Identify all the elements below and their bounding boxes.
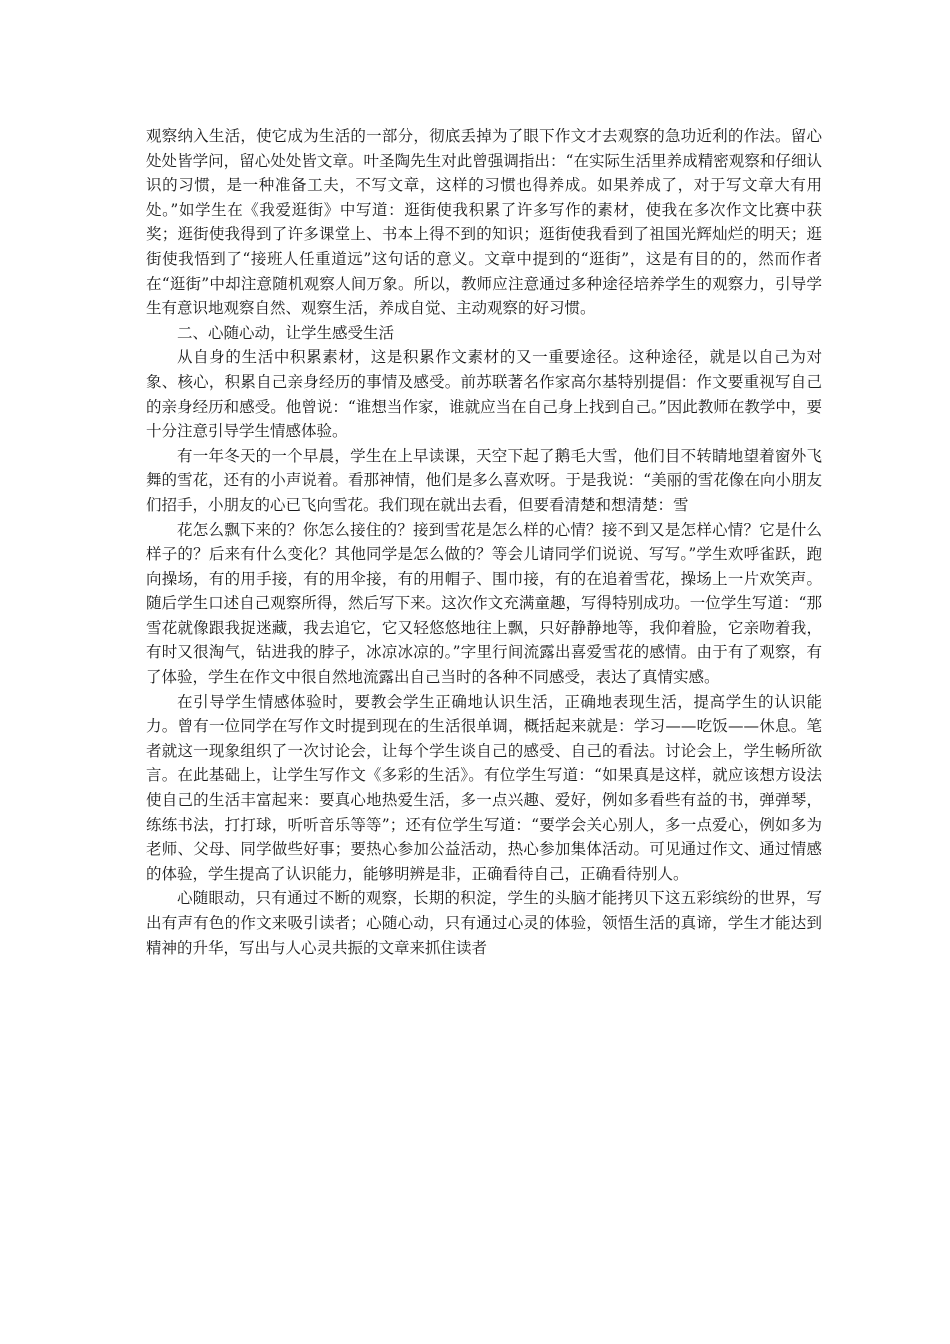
- paragraph-conclusion: 心随眼动，只有通过不断的观察，长期的积淀，学生的头脑才能拷贝下这五彩缤纷的世界，写出有声有色的作文来吸引读者；心随心动，只有通过心灵的体验，领悟生活的真谛，学生才能达到精神的升华，写出与人心灵共振的文章来抓住读者: [146, 889, 822, 957]
- document-body: [146, 124, 822, 960]
- paragraph-self-experience: 从自身的生活中积累素材，这是积累作文素材的又一重要途径。这种途径，就是以自己为对象、核心，积累自己亲身经历的事情及感受。前苏联著名作家高尔基特别提倡：作文要重视写自己的亲身经历和感受。他曾说：“谁想当作家，谁就应当在自己身上找到自己。”因此教师在教学中，要十分注意引导学生情感体验。: [146, 348, 822, 441]
- paragraph-snow-story-start: 有一年冬天的一个早晨，学生在上早读课，天空下起了鹅毛大雪，他们目不转睛地望着窗外飞舞的雪花，还有的小声说着。看那神情，他们是多么喜欢呀。于是我说：“美丽的雪花像在向小朋友们招手，小朋友的心已飞向雪花。我们现在就出去看，但要看清楚和想清楚：雪: [146, 446, 822, 514]
- paragraph-emotional-experience: 在引导学生情感体验时，要教会学生正确地认识生活，正确地表现生活，提高学生的认识能力。曾有一位同学在写作文时提到现在的生活很单调，概括起来就是：学习——吃饭——休息。笔者就这一现象组织了一次讨论会，让每个学生谈自己的感受、自己的看法。讨论会上，学生畅所欲言。在此基础上，让学生写作文《多彩的生活》。有位学生写道：“如果真是这样，就应该想方设法使自己的生活丰富起来：要真心地热爱生活，多一点兴趣、爱好，例如多看些有益的书，弹弹琴，练练书法，打打球，听听音乐等等”；还有位学生写道：“要学会关心别人，多一点爱心，例如多为老师、父母、同学做些好事；要热心参加公益活动，热心参加集体活动。可见通过作文、通过情感的体验，学生提高了认识能力，能够明辨是非，正确看待自己，正确看待别人。: [146, 692, 822, 883]
- paragraph-observation-habit: 观察纳入生活，使它成为生活的一部分，彻底丢掉为了眼下作文才去观察的急功近利的作法。留心处处皆学问，留心处处皆文章。叶圣陶先生对此曾强调指出：“在实际生活里养成精密观察和仔细认识的习惯，是一种准备工夫，不写文章，这样的习惯也得养成。如果养成了，对于写文章大有用处。”如学生在《我爱逛街》中写道：逛街使我积累了许多写作的素材，使我在多次作文比赛中获奖；逛街使我得到了许多课堂上、书本上得不到的知识；逛街使我看到了祖国光辉灿烂的明天；逛街使我悟到了“接班人任重道远”这句话的意义。文章中提到的“逛街”，这是有目的的，然而作者在“逛街”中却注意随机观察人间万象。所以，教师应注意通过多种途径培养学生的观察力，引导学生有意识地观察自然、观察生活，养成自觉、主动观察的好习惯。: [146, 127, 822, 318]
- paragraph-snow-story-continued: 花怎么飘下来的？你怎么接住的？接到雪花是怎么样的心情？接不到又是怎样心情？它是什么样子的？后来有什么变化？其他同学是怎么做的？等会儿请同学们说说、写写。”学生欢呼雀跃，跑向操场，有的用手接，有的用伞接，有的用帽子、围巾接，有的在追着雪花，操场上一片欢笑声。随后学生口述自己观察所得，然后写下来。这次作文充满童趣，写得特别成功。一位学生写道：“那雪花就像跟我捉迷藏，我去追它，它又轻悠悠地往上飘，只好静静地等，我仰着脸，它亲吻着我，有时又很淘气，钻进我的脖子，冰凉冰凉的。”字里行间流露出喜爱雪花的感情。由于有了观察，有了体验，学生在作文中很自然地流露出自己当时的各种不同感受，表达了真情实感。: [146, 520, 822, 687]
- section-heading-2: 二、心随心动，让学生感受生活: [177, 323, 395, 342]
